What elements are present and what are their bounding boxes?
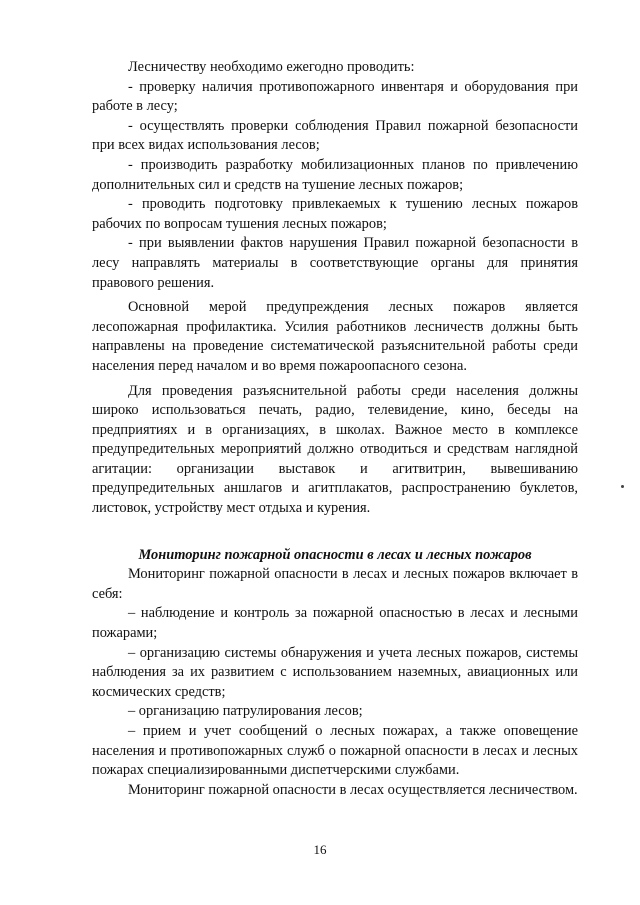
paragraph: Мониторинг пожарной опасности в лесах осуществляется лесничеством. [128,781,578,798]
scan-speck [621,485,624,488]
list-item: - при выявлении фактов нарушения Правил пожарной безопасности в лесу направлять материалы в соответствующие органы для принятия правового решения. [92,235,578,291]
list-item: – организацию патрулирования лесов; [128,703,363,720]
list-item: – организацию системы обнаружения и учета лесных пожаров, системы наблюдения за их развитием с использованием наземных, авиационных или космических средств; [92,644,578,700]
list-item: – прием и учет сообщений о лесных пожарах, а также оповещение населения и противопожарных служб о пожарной опасности в лесах и лесных пожарах специализированными диспетчерскими службами. [92,723,578,779]
list-item: - производить разработку мобилизационных планов по привлечению дополнительных сил и средств на тушение лесных пожаров; [92,156,578,193]
list-item: - осуществлять проверки соблюдения Правил пожарной безопасности при всех видах использования лесов; [92,117,578,154]
list-item: – наблюдение и контроль за пожарной опасностью в лесах и лесными пожарами; [92,605,578,642]
page-number: 16 [313,842,327,857]
paragraph: Мониторинг пожарной опасности в лесах и лесных пожаров включает в себя: [92,566,578,602]
list-item: - проверку наличия противопожарного инвентаря и оборудования при работе в лесу; [92,78,578,115]
paragraph: Основной мерой предупреждения лесных пожаров является лесопожарная профилактика. Усилия работников лесничеств должны быть направлены на проведение систематической разъяснительной работы среди населения перед началом и во время пожароопасного сезона. [92,299,578,374]
section-heading: Мониторинг пожарной опасности в лесах и лесных пожаров [138,546,532,563]
list-item: - проводить подготовку привлекаемых к тушению лесных пожаров рабочих по вопросам тушения лесных пожаров; [92,196,578,232]
document-body [92,58,578,800]
paragraph: Для проведения разъяснительной работы среди населения должны широко использоваться печать, радио, телевидение, кино, беседы на предприятиях и в организациях, в школах. Важное место в комплексе предупредительных мероприятий должно отводиться и средствам наглядной агитации: организации выставок и агитвитрин, вывешиванию предупредительных аншлагов и агитплакатов, распространению буклетов, листовок, устройству мест отдыха и курения. [92,382,578,517]
paragraph: Лесничеству необходимо ежегодно проводить: [128,59,415,75]
